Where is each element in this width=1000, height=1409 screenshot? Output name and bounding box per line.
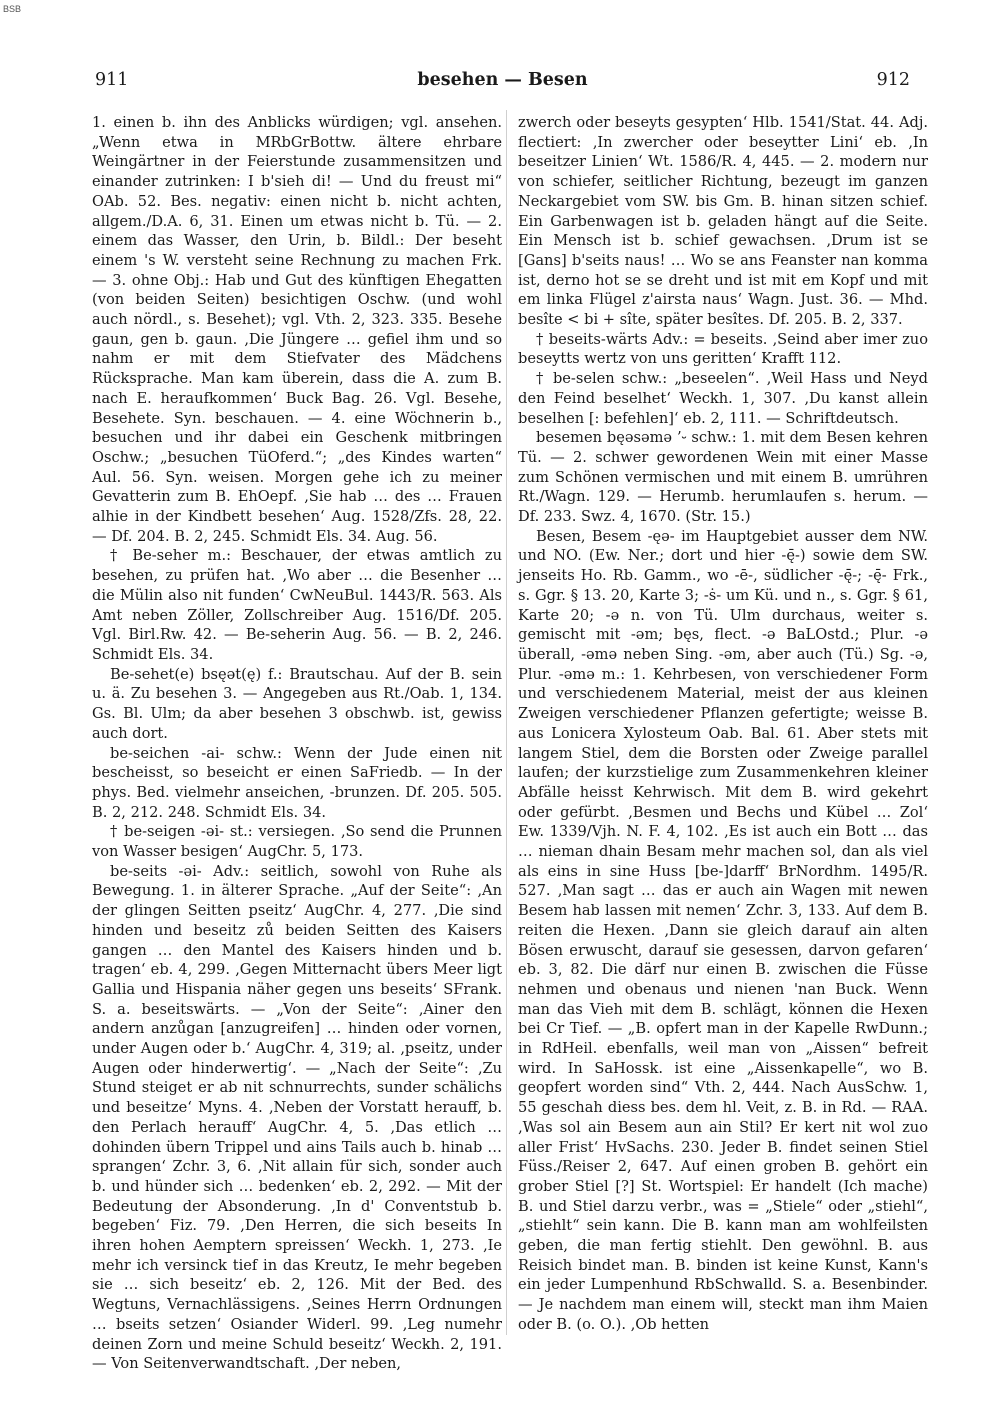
entry-beseigen: † be-seigen -əi- st.: versiegen. ‚So send die Prunnen von Wasser besigen‘ AugChr. 5, 173. [92,823,502,861]
column-divider [506,110,507,1335]
entry-besehen-senses: 1. einen b. ihn des Anblicks würdigen; vgl. ansehen. „Wenn etwa in MRbGrBottw. ältere ehrbare Weingärtner in der Feierstunde zusammensitzen und einander zutrinken: I b'sieh di! — Und du freust mi“ OAb. 52. Bes. negativ: einen nicht b. nicht achten, allgem./D.A. 6, 31. Einen um etwas nicht b. Tü. — 2. einem das Wasser, den Urin, b. Bildl.: Der beseht einem 's W. versteht seine Rechnung zu machen Frk. — 3. ohne Obj.: Hab und Gut des künftigen Ehegatten (von beiden Seiten) besichtigen Oschw. (und wohl auch nördl., s. Besehet); vgl. Vth. 2, 323. 335. Besehe gaun, gen b. gaun. ‚Die Jüngere … gefiel ihm und so nahm er mit dem Stiefvater des Mädchens Rücksprache. Man kam überein, dass die A. zum B. nach E. heraufkommen‘ Buck Bag. 26. Vgl. Besehe, Besehete. Syn. beschauen. — 4. eine Wöchnerin b., besuchen und ihr dabei ein Geschenk mitbringen Oschw.; „besuchen TüOferd.“; „des Kindes warten“ Aul. 56. Syn. weisen. Morgen gehe ich zu meiner Gevatterin zum B. EhOepf. ‚Sie hab … des … Frauen alhie in der Kindbett besehen‘ Aug. 1528/Zfs. 28, 22. — Df. 204. B. 2, 245. Schmidt Els. 34. Aug. 56. [92,114,502,545]
left-column [92,113,502,1374]
library-stamp: BSB [3,4,22,14]
page-header [95,70,910,96]
running-title: besehen — Besen [417,70,588,90]
entry-besen: Besen, Besem -ęə- im Hauptgebiet ausser dem NW. und NO. (Ew. Ner.; dort und hier -ę̄-) sowie dem SW. jenseits Ho. Rb. Gamm., wo -ē-, südlicher -ę̄-; -ę̄- Frk., s. Ggr. § 13. 20, Karte 3; -ṡ- um Kü. und n., s. Ggr. § 61, Karte 20; -ə n. von Tü. Ulm durchaus, weiter s. gemischt mit -əm; bęs, flect. -ə BaLOstd.; Plur. -ə überall, -əmə neben Sing. -əm, aber auch (Tü.) Sg. -ə, Plur. -əmə m.: 1. Kehrbesen, von verschiedener Form und verschiedenem Material, meist der aus kleinen Zweigen verschiedener Pflanzen gefertigte; weisse B. aus Lonicera Xylosteum Oab. Bal. 61. Aber stets mit langem Stiel, dem die Borsten oder Zweige parallel laufen; der kurzstielige zum Zusammenkehren kleiner Abfälle heisst Kehrwisch. Mit dem B. wird gekehrt oder gefürbt. ‚Besmen und Bechs und Kübel … Zol‘ Ew. 1339/Vjh. N. F. 4, 102. ‚Es ist auch ein Bott … das … nieman dhain Besam mehr machen sol, dan als viel als eins in sine Huss [be-]darff‘ BrNordhm. 1495/R. 527. ‚Man sagt … das er auch ain Wagen mit newen Besem hab lassen mit nemen‘ Zchr. 3, 133. Auf dem B. reiten die Hexen. ‚Dann sie gleich darauf ain alten Bösen erwuscht, darauf sie gesessen, darvon gefaren‘ eb. 3, 82. Die därf nur einen B. zwischen die Füsse nehmen und obenaus und nienen 'nan Buck. Wenn man das Vieh mit dem B. schlägt, können die Hexen bei Cr Tief. — „B. opfert man in der Kapelle RwDunn.; in RdHeil. ebenfalls, weil man von „Aissen“ befreit wird. In SaHossk. ist eine „Aissenkapelle“, wo B. geopfert worden sind“ Vth. 2, 444. Nach AusSchw. 1, 55 geschah diess bes. dem hl. Veit, z. B. in Rd. — RAA. ‚Was sol ain Besem aun ain Stil? Er kert nit wol zuo aller Frist‘ HvSachs. 230. Jeder B. findet seinen Stiel Füss./Reiser 2, 647. Auf einen groben B. gehört ein grober Stiel [?] St. Wortspiel: Er handelt (Ich mache) B. und Stiel darzu verbr., was = „Stiele“ oder „stiehl“, „stiehlt“ sein kann. Die B. kann man am wohlfeilsten geben, die man fertig stiehlt. Den gewöhnl. B. aus Reisich bindet man. B. binden ist keine Kunst, Kann's ein jeder Lumpenhund RbSchwalld. S. a. Besenbinder. — Je nachdem man einem will, steckt man ihm Maien oder B. (o. O.). ‚Ob hetten [518,527,928,1333]
entry-beseits: be-seits -əi- Adv.: seitlich, sowohl von Ruhe als Bewegung. 1. in älterer Sprache. „Auf der Seite“: ‚An der glingen Seitten pseitz‘ AugChr. 4, 277. ‚Die sind hinden und beseitz zů beiden Seitten des Kaisers gangen … den Mantel des Kaisers hinden und b. tragen‘ eb. 4, 299. ‚Gegen Mitternacht übers Meer ligt Gallia und Hispania näher gegen uns beseits‘ SFrank. S. a. beseitswärts. — „Von der Seite“: ‚Ainer den andern anzůgan [anzugreifen] … hinden oder vornen, under Augen oder b.‘ AugChr. 4, 319; al. ‚pseitz, under Augen oder hinderwertig‘. — „Nach der Seite“: ‚Zu Stund steiget er ab nit schnurrechts, sunder schälichs und beseitze‘ Myns. 4. ‚Neben der Vorstatt herauff, b. den Perlach herauff‘ AugChr. 4, 5. ‚Das etlich … dohinden übern Trippel und ains Tails auch b. hinab … sprangen‘ Zchr. 3, 6. ‚Nit allain für sich, sonder auch b. und hünder sich … bedenken‘ eb. 2, 292. — Mit der Bedeutung der Absonderung. ‚In d' Conventstub b. begeben‘ Fiz. 79. ‚Den Herren, die sich beseits In ihren hohen Aemptern spreissen‘ Weckh. 1, 273. ‚Ie mehr ich versinck tief in das Kreutz, Ie mehr begeben sie … sich beseitz‘ eb. 2, 126. Mit der Bed. des Wegtuns, Vernachlässigens. ‚Seines Herrn Ordnungen … bseits setzen‘ Osiander Widerl. 99. ‚Leg numehr deinen Zorn und meine Schuld beseitz‘ Weckh. 2, 191. — Von Seitenverwandtschaft. ‚Der neben, [92,862,502,1373]
entry-besemen: besemen bęəsəmə ’⏑ schw.: 1. mit dem Besen kehren Tü. — 2. schwer gewordenen Wein mit einer Masse zum Schönen vermischen und mit einem B. umrühren Rt./Wagn. 129. — Herumb. herumlaufen s. herum. — Df. 233. Swz. 4, 1670. (Str. 15.) [518,429,928,526]
page-number-right: 912 [876,70,910,90]
entry-beseitswaerts: † beseits-wärts Adv.: = beseits. ‚Seind aber imer zuo beseytts wertz von uns geritten‘ Krafft 112. [518,330,928,368]
entry-beseher: † Be-seher m.: Beschauer, der etwas amtlich zu besehen, zu prüfen hat. ‚Wo aber … die Besenher … die Mülin also nit funden‘ CwNeuBul. 1443/R. 563. Als Amt neben Zöller, Zollschreiber Aug. 1516/Df. 205. Vgl. Birl.Rw. 42. — Be-seherin Aug. 56. — B. 2, 246. Schmidt Els. 34. [92,547,502,663]
entry-beseits-continued: zwerch oder beseyts gesypten‘ Hlb. 1541/Stat. 44. Adj. flectiert: ‚In zwercher oder beseytter Lini‘ eb. ‚In beseitzer Linien‘ Wt. 1586/R. 4, 445. — 2. modern nur von schiefer, seitlicher Richtung, bezeugt im ganzen Neckargebiet vom SW. bis Gm. B. hinan sitzen schief. Ein Garbenwagen ist b. geladen hängt auf die Seite. Ein Mensch ist b. schief gewachsen. ‚Drum ist se [Gans] b'seits naus! … Wo se ans Feanster nan komma ist, derno hot se se dreht und ist mit em Kopf und mit em linka Flügel z'airsta naus‘ Wagn. Just. 36. — Mhd. besîte < bi + sîte, später besîtes. Df. 205. B. 2, 337. [518,114,928,329]
entry-besehete: Be-sehet(e) bsęət(ę) f.: Brautschau. Auf der B. sein u. ä. Zu besehen 3. — Angegeben aus Rt./Oab. 1, 134. Gs. Bl. Ulm; da aber besehen 3 obschwb. ist, gewiss auch dort. [92,665,502,742]
page-number-left: 911 [95,70,129,90]
entry-beseichen: be-seichen -ai- schw.: Wenn der Jude einen nit bescheisst, so beseicht er einen SaFriedb. — In der phys. Bed. vielmehr anseichen, -brunzen. Df. 205. 505. B. 2, 212. 248. Schmidt Els. 34. [92,744,502,821]
entry-beselen: † be-selen schw.: „beseelen“. ‚Weil Hass und Neyd den Feind beselhet‘ Weckh. 1, 307. ‚Du kanst allein beselhen [: befehlen]‘ eb. 2, 111. — Schriftdeutsch. [518,370,928,427]
right-column [518,113,928,1335]
